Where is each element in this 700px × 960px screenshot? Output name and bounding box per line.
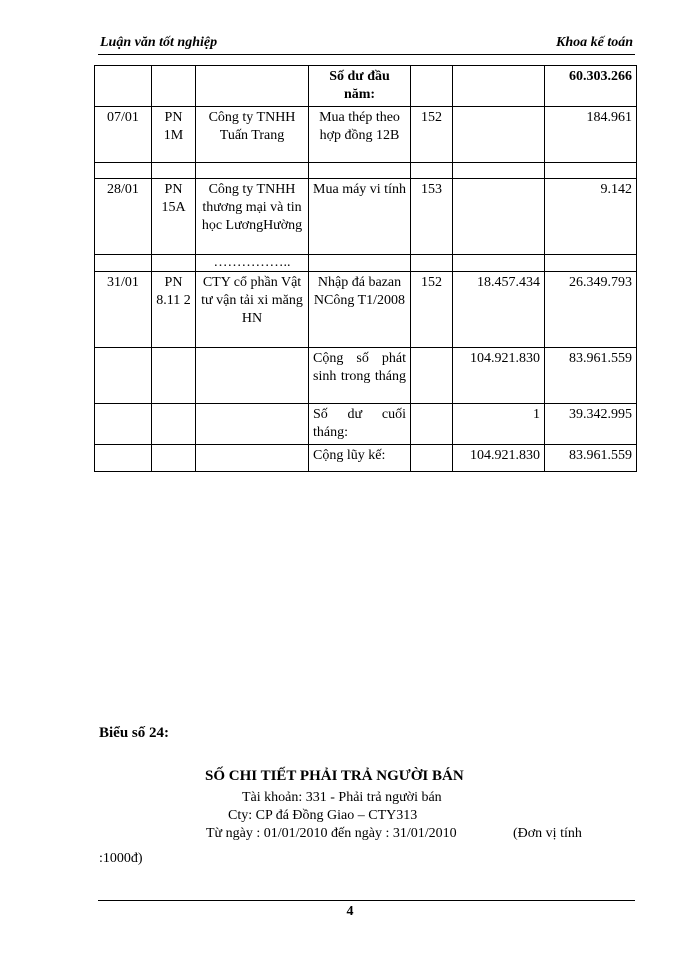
footer-divider — [98, 900, 635, 901]
table-row — [95, 163, 637, 179]
figure-caption: Biểu số 24: — [99, 725, 170, 741]
entry-description: Mua máy vi tính — [309, 179, 411, 255]
table-row — [95, 272, 637, 348]
entry-description: Nhập đá bazan NCông T1/2008 — [309, 272, 411, 348]
period-total-credit: 83.961.559 — [545, 348, 637, 404]
entry-credit: 184.961 — [545, 107, 637, 163]
entry-date: 07/01 — [95, 107, 152, 163]
opening-balance-label: Số dư đầu năm: — [309, 66, 411, 107]
closing-balance-debit: 1 — [453, 404, 545, 445]
cumulative-total-credit: 83.961.559 — [545, 445, 637, 472]
entry-description: Mua thép theo hợp đồng 12B — [309, 107, 411, 163]
cumulative-total-label: Cộng lũy kế: — [309, 445, 411, 472]
table-row — [95, 107, 637, 163]
report-title: SỐ CHI TIẾT PHẢI TRẢ NGƯỜI BÁN — [205, 768, 464, 784]
entry-credit: 26.349.793 — [545, 272, 637, 348]
entry-debit — [453, 179, 545, 255]
table-row — [95, 445, 637, 472]
opening-balance-credit: 60.303.266 — [545, 66, 637, 107]
report-account: Tài khoản: 331 - Phải trả người bán — [242, 790, 442, 805]
page-header — [98, 34, 635, 55]
entry-account: 152 — [411, 272, 453, 348]
entry-partner: CTY cổ phần Vật tư vận tải xi măng HN — [196, 272, 309, 348]
entry-date: 28/01 — [95, 179, 152, 255]
table-row — [95, 255, 637, 272]
report-unit-part2: :1000đ) — [99, 851, 143, 866]
page-number: 4 — [346, 904, 354, 919]
entry-debit: 18.457.434 — [453, 272, 545, 348]
entry-voucher: PN 1M — [152, 107, 196, 163]
entry-account: 153 — [411, 179, 453, 255]
entry-date: 31/01 — [95, 272, 152, 348]
entry-voucher: PN 8.11 2 — [152, 272, 196, 348]
period-total-debit: 104.921.830 — [453, 348, 545, 404]
entry-credit: 9.142 — [545, 179, 637, 255]
report-unit-part1: (Đơn vị tính — [513, 826, 582, 841]
entry-partner: Công ty TNHH Tuấn Trang — [196, 107, 309, 163]
closing-balance-credit: 39.342.995 — [545, 404, 637, 445]
entry-partner: Công ty TNHH thương mại và tin học LươngHường — [196, 179, 309, 255]
closing-balance-label: Số dư cuối tháng: — [309, 404, 411, 445]
header-thesis-title: Luận văn tốt nghiệp — [100, 35, 218, 50]
ellipsis-row: …………….. — [196, 255, 309, 272]
cumulative-total-debit: 104.921.830 — [453, 445, 545, 472]
period-total-label: Cộng số phát sinh trong tháng — [309, 348, 411, 404]
table-row — [95, 179, 637, 255]
entry-voucher: PN 15A — [152, 179, 196, 255]
ledger-table — [94, 65, 637, 472]
entry-account: 152 — [411, 107, 453, 163]
table-row — [95, 348, 637, 404]
table-row — [95, 404, 637, 445]
header-department: Khoa kế toán — [555, 35, 633, 50]
report-company: Cty: CP đá Đồng Giao – CTY313 — [228, 808, 418, 823]
report-period: Từ ngày : 01/01/2010 đến ngày : 31/01/2010 — [206, 826, 457, 841]
entry-debit — [453, 107, 545, 163]
table-row — [95, 66, 637, 107]
